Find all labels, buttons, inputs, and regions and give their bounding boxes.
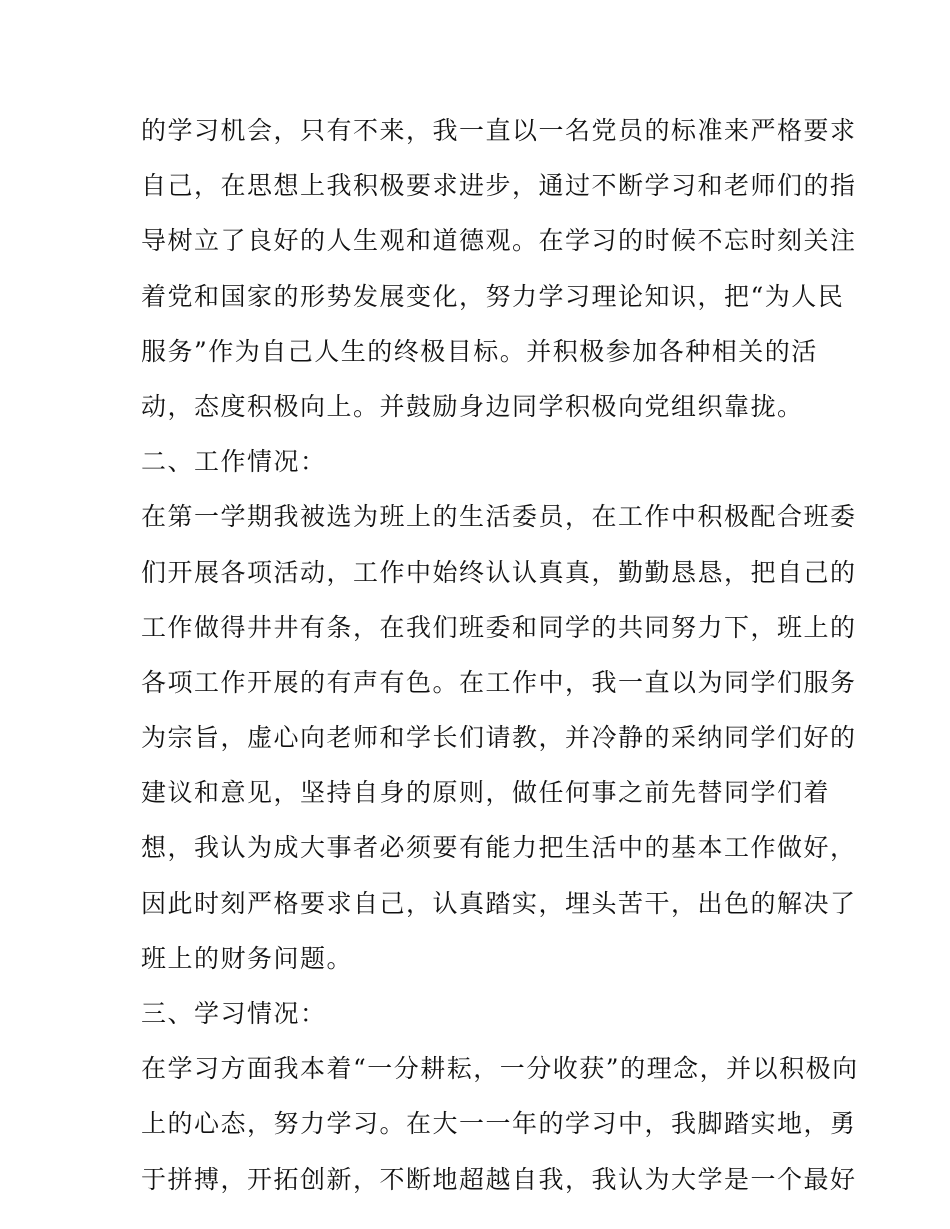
text-line: 想，我认为成大事者必须要有能力把生活中的基本工作做好，	[141, 833, 857, 863]
text-line: 因此时刻严格要求自己，认真踏实，埋头苦干，出色的解决了	[141, 888, 857, 918]
text-line: 的学习机会，只有不来，我一直以一名党员的标准来严格要求	[141, 116, 857, 145]
text-line: 导树立了良好的人生观和道德观。在学习的时候不忘时刻关注	[141, 226, 857, 256]
text-line: 动，态度积极向上。并鼓励身边同学积极向党组织靠拢。	[141, 391, 804, 421]
text-line: 自己，在思想上我积极要求进步，通过不断学习和老师们的指	[141, 171, 857, 201]
text-line: 服务”作为自己人生的终极目标。并积极参加各种相关的活	[141, 336, 818, 366]
text-line: 们开展各项活动，工作中始终认认真真，勤勤恳恳，把自己的	[141, 557, 857, 587]
text-line: 为宗旨，虚心向老师和学长们请教，并冷静的采纳同学们好的	[141, 723, 857, 753]
text-line: 于拼搏，开拓创新，不断地超越自我，我认为大学是一个最好	[141, 1164, 857, 1194]
text-line: 工作做得井井有条，在我们班委和同学的共同努力下，班上的	[141, 612, 857, 642]
text-line: 在第一学期我被选为班上的生活委员，在工作中积极配合班委	[141, 502, 857, 532]
text-line: 各项工作开展的有声有色。在工作中，我一直以为同学们服务	[141, 667, 857, 697]
text-line: 在学习方面我本着“一分耕耘，一分收获”的理念，并以积极向	[141, 1054, 859, 1084]
text-line: 上的心态，努力学习。在大一一年的学习中，我脚踏实地，勇	[141, 1109, 857, 1139]
text-line: 着党和国家的形势发展变化，努力学习理论知识，把“为人民	[141, 281, 845, 311]
text-line: 建议和意见，坚持自身的原则，做任何事之前先替同学们着	[141, 778, 831, 808]
text-line: 班上的财务问题。	[141, 943, 354, 973]
section-heading-work: 二、工作情况：	[141, 447, 327, 477]
document-body	[141, 103, 859, 1207]
section-heading-study: 三、学习情况：	[141, 999, 327, 1028]
